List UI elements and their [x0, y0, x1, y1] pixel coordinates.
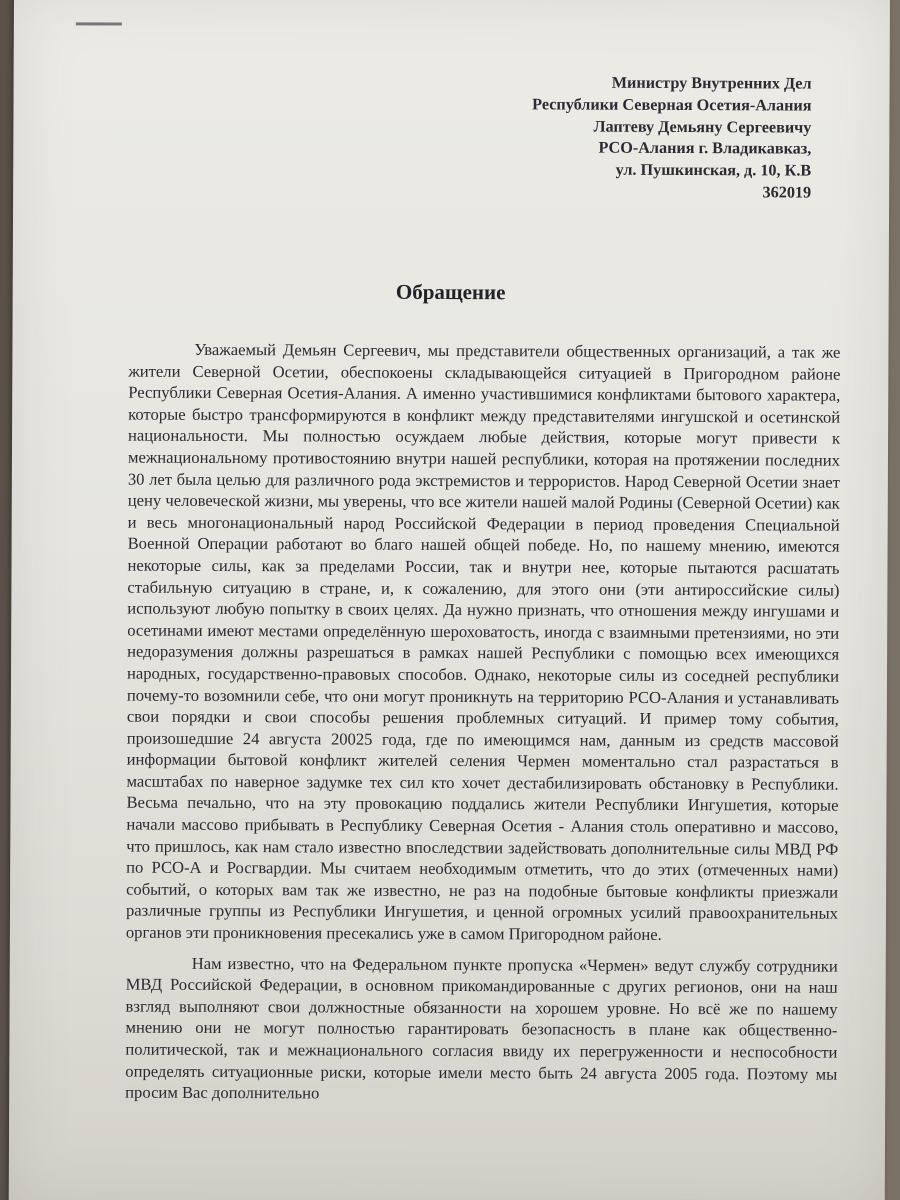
address-line: 362019 [762, 183, 812, 202]
address-line: ул. Пушкинская, д. 10, К.В [615, 160, 812, 180]
address-line: РСО-Алания г. Владикавказ, [598, 139, 812, 158]
address-line: Республики Северная Осетия-Алания [532, 95, 812, 115]
address-line: Лаптеву Демьяну Сергеевичу [593, 117, 812, 137]
address-line: Министру Внутренних Дел [611, 73, 812, 93]
body-paragraph: Уважаемый Демьян Сергеевич, мы представители общественных организаций, а так же жители Северной Осетии, обеспокоены складывающейся ситуацией в Пригородном районе Республики Северная Осетия-Алания. А именно участившимися конфликтами бытового характера, которые быстро трансформируются в конфликт между представителями ингушской и осетинской национальности. Мы полностью осуждаем любые действия, которые могут привести к межнациональному противостоянию внутри нашей республики, которая на протяжении последних 30 лет была целью для различного рода экстремистов и террористов. Народ Северной Осетии знает цену человеческой жизни, мы уверены, что все жители нашей малой Родины (Северной Осетии) как и весь многонациональный народ Российской Федерации в период проведения Специальной Военной Операции работают во благо нашей общей победе. Но, по нашему мнению, имеются некоторые силы, как за пределами России, так и внутри нее, которые пытаются расшатать стабильную ситуацию в стране, и, к сожалению, для этого они (эти антироссийские силы) используют любую попытку в своих целях. Да нужно признать, что отношения между ингушами и осетинами имеют местами определённую шероховатость, иногда с взаимными претензиями, но эти недоразумения должны разрешаться в рамках нашей Республики с помощью всех имеющихся народных, государственно-правовых способов. Однако, некоторые силы из соседней республики почему-то возомнили себе, что они могут проникнуть на территорию РСО-Алания и устанавливать свои порядки и свои способы решения проблемных ситуаций. И пример тому события, произошедшие 24 августа 20025 года, где по имеющимся нам, данным из средств массовой информации бытовой конфликт жителей селения Чермен моментально стал разрастаться в масштабах по наверное задумке тех сил кто хочет дестабилизировать обстановку в Республики. Весьма печально, что на эту провокацию поддались жители Республики Ингушетия, которые начали массово прибывать в Республику Северная Осетия - Алания столь оперативно и массово, что пришлось, как нам стало известно впоследствии задействовать дополнительные силы МВД РФ по РСО-А и Росгвардии. Мы считаем необходимым отметить, что до этих (отмеченных нами) событий, о которых вам так же известно, не раз на подобные бытовые конфликты приезжали различные группы из Республики Ингушетия, и ценной огромных усилий правоохранительных органов эти проникновения пресекались уже в самом Пригородном районе. [125, 339, 841, 944]
document-body [125, 339, 840, 1107]
recipient-address-block [532, 72, 812, 204]
letter-sheet [9, 0, 890, 1200]
corner-mark [76, 22, 122, 25]
body-paragraph: Нам известно, что на Федеральном пункте пропуска «Чермен» ведут службу сотрудники МВД Российской Федерации, в основном прикомандированные с других регионов, они на наш взгляд выполняют свои должностные обязанности на хорошем уровне. Но всё же по нашему мнению они не могут полностью гарантировать безопасность в плане как общественно-политической, так и межнационального согласия ввиду их перегруженности и неспособности определять ситуационные риски, которые имели место быть 24 августа 2005 года. Поэтому мы просим Вас дополнительно [125, 953, 838, 1103]
document-title: Обращение [395, 279, 506, 305]
